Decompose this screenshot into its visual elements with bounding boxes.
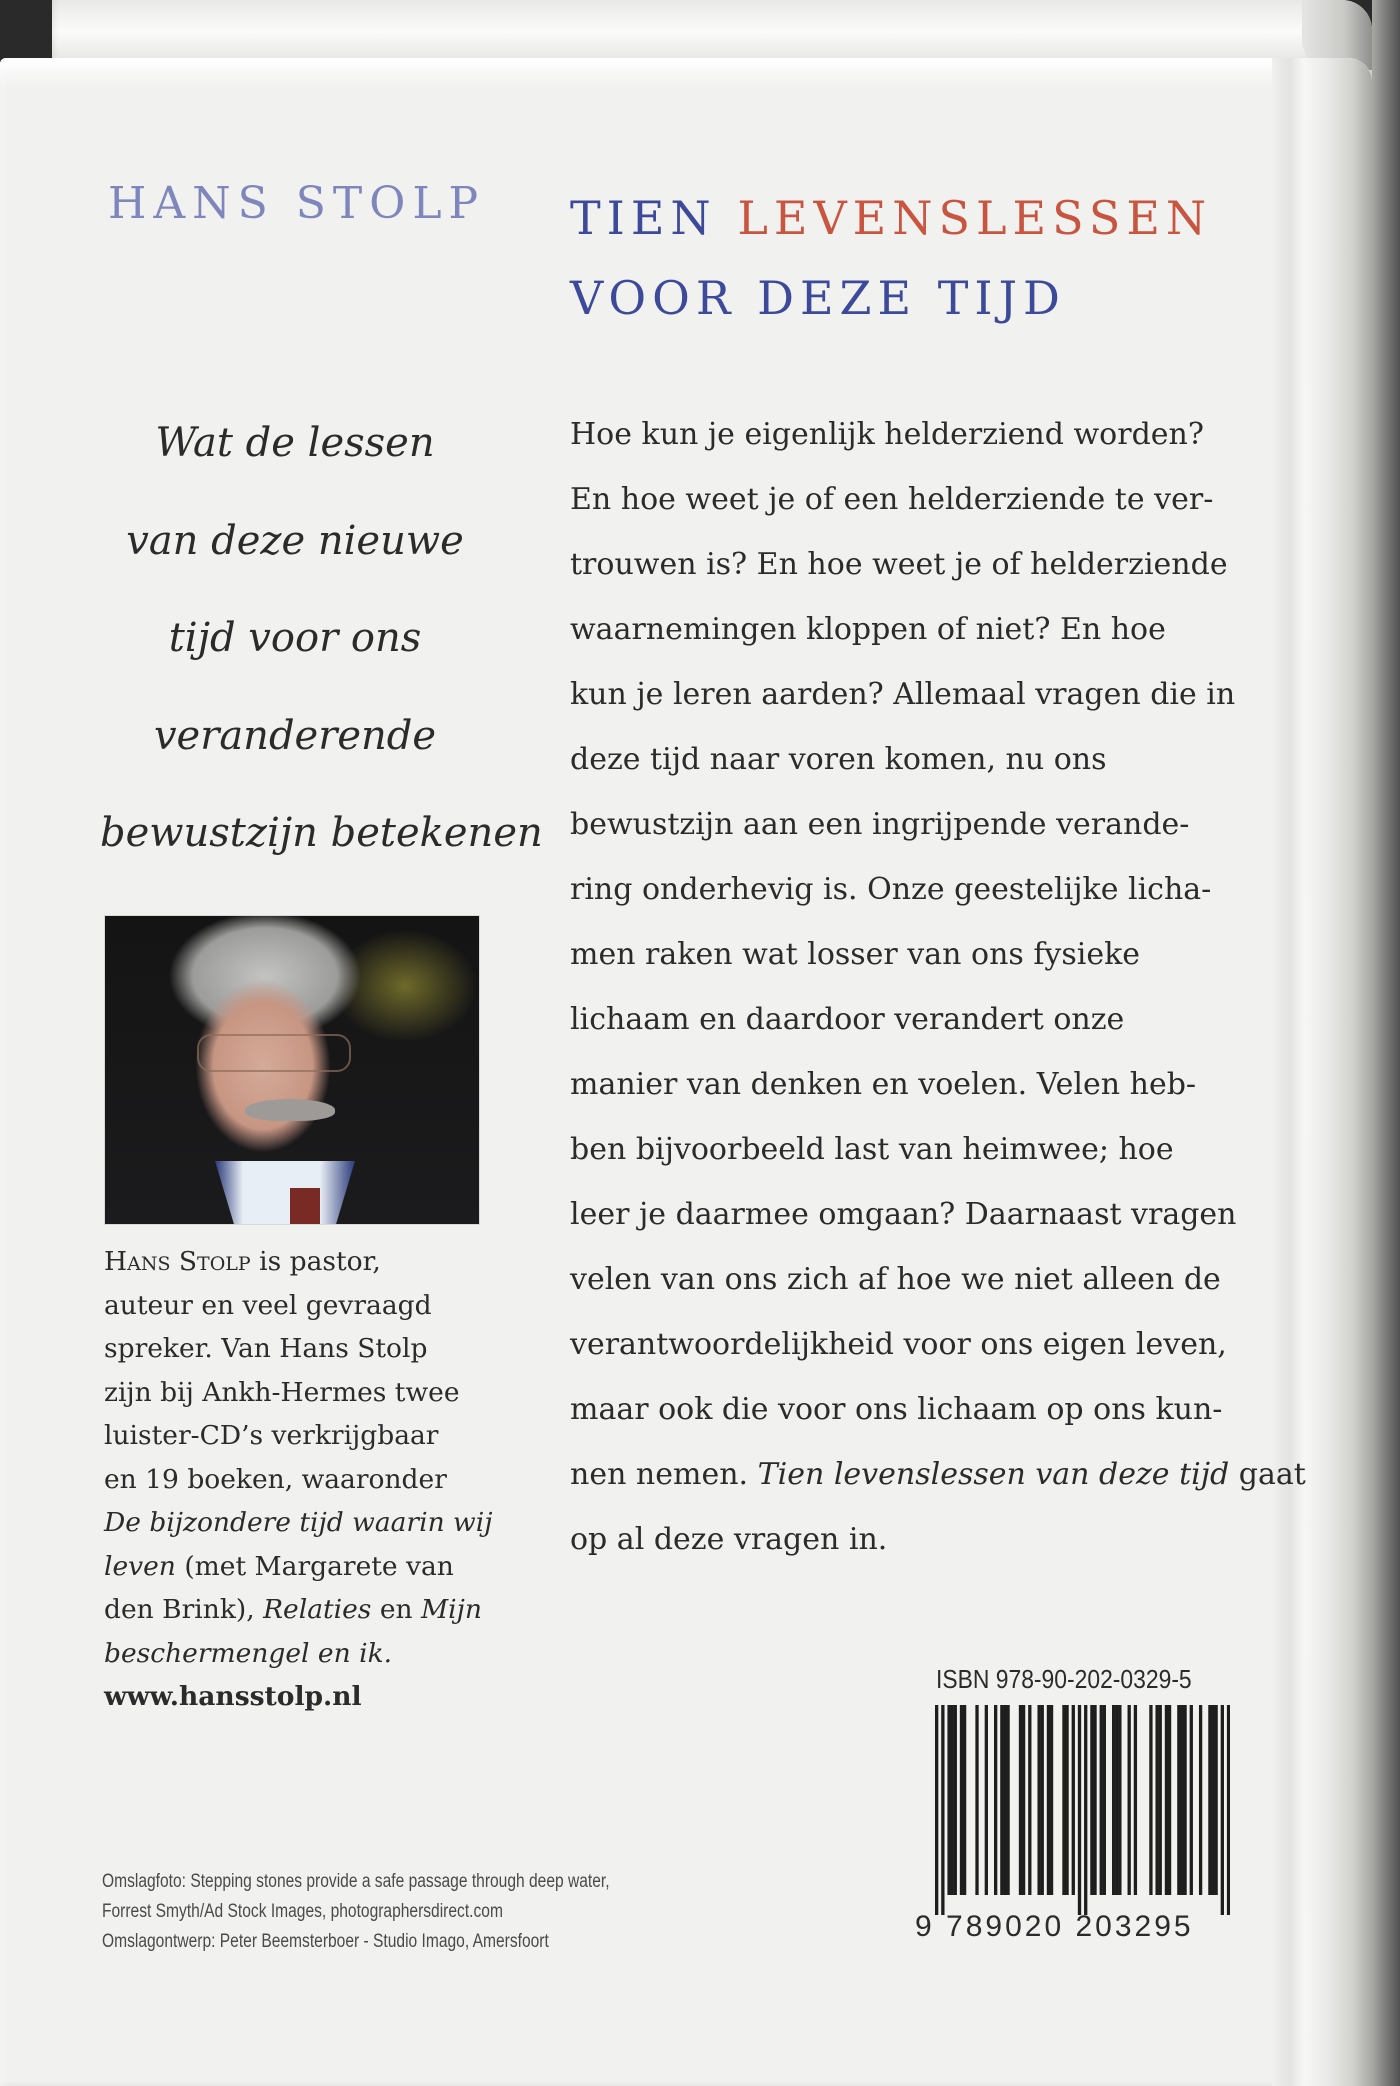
bio-text: en [371,1594,422,1625]
blurb-text: gaat [1229,1457,1306,1492]
barcode-bar [1208,1705,1211,1895]
blurb-line: waarnemingen kloppen of niet? En hoe [570,612,1166,647]
barcode-bar [1190,1705,1193,1895]
barcode-bar [1149,1705,1152,1895]
title-word-tien: TIEN [570,191,717,245]
tagline-line: tijd voor ons [168,615,422,661]
barcode-bar [1115,1705,1118,1895]
barcode-bar [1177,1705,1180,1895]
barcode-bar [1037,1705,1040,1895]
blurb-line: deze tijd naar voren komen, nu ons [570,742,1107,777]
tie [290,1188,320,1225]
glasses-detail [197,1034,351,1072]
bio-text: den Brink), [104,1594,264,1625]
barcode-bar [1090,1705,1093,1895]
barcode-bar [1155,1705,1158,1895]
barcode-bar [1078,1705,1081,1915]
blurb-line: ring onderhevig is. Onze geestelijke licha- [570,872,1212,907]
blurb-line: trouwen is? En hoe weet je of helderziende [570,547,1228,582]
tagline-line: veranderende [153,712,437,759]
barcode-bar [1214,1705,1217,1895]
barcode-bar [1165,1705,1168,1895]
bio-line: zijn bij Ankh-Hermes twee [104,1376,460,1408]
barcode-bar [1006,1705,1009,1895]
book-title-italic: Mijn [421,1594,482,1625]
barcode-bar [1128,1705,1131,1895]
barcode-bar [960,1705,963,1895]
blurb-line: velen van ons zich af hoe we niet alleen de [570,1262,1221,1297]
barcode-bar [1183,1705,1186,1895]
tagline [100,395,543,883]
barcode-bar [1047,1705,1050,1895]
barcode-bar [1041,1705,1044,1895]
bio-line [104,1240,494,1284]
barcode-bar [1227,1705,1230,1915]
barcode-bar [1180,1705,1183,1895]
barcode-bar [1062,1705,1065,1895]
blurb-line: Hoe kun je eigenlijk helderziend worden? [570,417,1204,452]
cover-highlight [0,58,1372,88]
book-title-italic: leven [104,1550,176,1582]
barcode-bar [1084,1705,1087,1915]
blurb-line: kun je leren aarden? Allemaal vragen die in [570,677,1236,712]
book-title-italic: De bijzondere tijd waarin wij [104,1507,493,1538]
bio-line: spreker. Van Hans Stolp [104,1333,428,1364]
bio-author-name: Hans Stolp [104,1246,251,1277]
barcode-bar [1022,1705,1025,1895]
blurb-line: leer je daarmee omgaan? Daarnaast vragen [570,1197,1237,1232]
book-blurb [570,402,1306,1572]
book-title-italic: beschermengel en ik. [104,1637,393,1669]
shirt-collar [215,1161,355,1225]
blurb-line [570,1442,1306,1507]
book-spine [1272,58,1372,2086]
blurb-line: maar ook die voor ons lichaam op ons kun- [570,1392,1223,1427]
bio-text: is pastor, [250,1246,381,1277]
moustache-detail [245,1099,335,1121]
author-photo [104,915,480,1225]
blurb-line: ben bijvoorbeeld last van heimwee; hoe [570,1132,1174,1167]
barcode-bar [941,1705,944,1915]
barcode-bar [1168,1705,1171,1895]
barcode-bar [1112,1705,1115,1895]
barcode-bar [1050,1705,1053,1895]
barcode-bar [1065,1705,1068,1895]
bio-line: auteur en veel gevraagd [104,1289,432,1321]
barcode-bar [1000,1705,1003,1895]
barcode-bar [1019,1705,1022,1895]
book-title [570,178,1212,338]
author-website-link[interactable]: www.hansstolp.nl [104,1681,362,1712]
barcode-bar [1093,1705,1096,1895]
barcode-bar [1211,1705,1214,1895]
barcode-bar [985,1705,988,1895]
tagline-line: Wat de lessen [155,420,435,466]
title-line-1 [570,178,1212,258]
barcode-bar [951,1705,954,1895]
credit-line: Omslagontwerp: Peter Beemsterboer - Studio Imago, Amersfoort [102,1931,549,1952]
barcode-bar [954,1705,957,1895]
barcode-bar [1134,1705,1137,1895]
bio-line [104,1501,494,1545]
barcode-bar [947,1705,950,1895]
barcode-bar [1118,1705,1121,1895]
barcode-bar [1072,1705,1075,1895]
blurb-line: En hoe weet je of een helderziende te ver- [570,482,1214,517]
blurb-line: lichaam en daardoor verandert onze [570,1002,1125,1037]
barcode-bar [963,1705,966,1895]
bio-line: en 19 boeken, waaronder [104,1463,447,1495]
book-title-italic: Tien levenslessen van deze tijd [757,1457,1230,1492]
barcode-digits: 9 789020 203295 [915,1910,1194,1943]
blurb-line: op al deze vragen in. [570,1522,888,1557]
blurb-line: verantwoordelijkheid voor ons eigen leven, [570,1327,1227,1362]
credit-line: Omslagfoto: Stepping stones provide a safe passage through deep water, [102,1871,610,1892]
barcode-bar [1103,1705,1106,1895]
blurb-line: bewustzijn aan een ingrijpende verande- [570,807,1190,842]
book-title-italic: Relaties [263,1594,372,1625]
bio-line [104,1588,494,1632]
barcode-bar [1159,1705,1162,1895]
barcode-bar [975,1705,978,1895]
blurb-line: men raken wat losser van ons fysieke [570,937,1141,972]
tagline-line: van deze nieuwe [126,517,464,564]
barcode-bar [1221,1705,1224,1915]
credit-line: Forrest Smyth/Ad Stock Images, photographersdirect.com [102,1901,503,1922]
author-name-header: HANS STOLP [108,178,486,229]
bio-line [104,1545,494,1589]
bio-line [104,1632,494,1676]
blurb-line: manier van denken en voelen. Velen heb- [570,1067,1197,1102]
isbn-barcode [935,1705,1230,1915]
isbn-label: ISBN 978-90-202-0329-5 [936,1664,1192,1694]
barcode-bar [1100,1705,1103,1895]
title-line-2: VOOR DEZE TIJD [570,271,1066,325]
barcode-bar [935,1705,938,1915]
cover-credits [102,1867,610,1957]
bio-line: luister-CD’s verkrijgbaar [104,1420,439,1451]
blurb-text: nen nemen. [570,1457,758,1492]
barcode-bar [1199,1705,1202,1895]
title-word-levenslessen: LEVENSLESSEN [737,191,1213,245]
bio-text: (met Margarete van [175,1550,454,1582]
barcode-bar [1003,1705,1006,1895]
tagline-line: bewustzijn betekenen [100,810,543,856]
barcode-bar [994,1705,997,1895]
author-bio [104,1240,494,1719]
barcode-bar [1028,1705,1031,1895]
right-shadow [1372,0,1400,2086]
